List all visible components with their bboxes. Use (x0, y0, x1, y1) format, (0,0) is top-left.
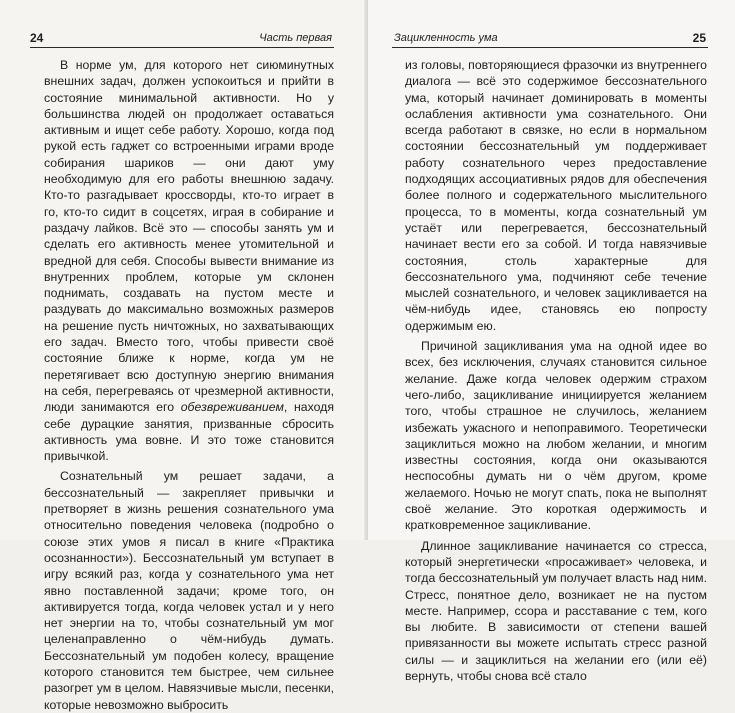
running-title: Часть первая (259, 32, 332, 44)
right-page (368, 0, 735, 683)
paragraph: из головы, повторяющиеся фразочки из внутреннего диалога — всё это содержимое бессознательного ума, который начинает доминировать в моменты ослабления активности ума сознательного. Они всегда работают в связке, но если в нормальном состоянии бессознательный ум поддерживает работу сознательного через предоставление подходящих ассоциативных рядов для обеспечения более полного и содержательного мыслительного процесса, то в моменты, когда сознательный ум устаёт или перегревается, бессознательный начинает вести его за собой. И тогда навязчивые состояния, столь характерные для бессознательного ума, подчиняют себе течение мыслей сознательного, и человек зацикливается на чём-нибудь идее, становясь ею попросту одержимым ею. (405, 58, 707, 333)
running-title: Зацикленность ума (394, 32, 498, 44)
paragraph-text: , находя себе дурацкие занятия, призванные сбросить активность ума вовне. И это тоже становится привычкой. (44, 400, 334, 464)
paragraph: Причиной зацикливания ума на одной идее во всех, без исключения, случаях становится сильное желание. Даже когда человек одержим страхом чего-либо, зацикливание инициируется желанием того, чтобы страшное не случилось, желанием избежать ужасного и непоправимого. Теоретически зациклиться можно на любом желании, и многим известны состояния, когда они оказываются неспособны думать ни о чём другом, кроме желаемого. Ночью не могут спать, пока не выполнят своё желание. Это короткая одержимость и кратковременное зацикливание. (405, 339, 707, 533)
left-page (0, 0, 367, 712)
paragraph-text: В норме ум, для которого нет сиюминутных внешних задач, должен успокоиться и прийти в состояние минимальной активности. Но у большинства людей он продолжает оставаться активным и ищет себе работу. Хорошо, когда под рукой есть гаджет со встроенными играми вроде собирания шариков — они дают уму необходимую для его работы внешнюю задачу. Кто-то разгадывает кроссворды, кто-то играет в го, кто-то сидит в соцсетях, играя в собирание и раздачу лайков. Всё это — способы занять ум и сделать его активность менее утомительной и вредной для себя. Способы вывести внимание из внутренних проблем, которые ум склонен поднимать, создавать на пустом месте и раздувать до максимально возможных размеров на решение пусть ничтожных, но захватывающих его задач. Вместо того, чтобы привести своё состояние ближе к норме, когда ум не перетягивает всю доступную энергию внимания на себя, перегреваясь от чрезмерной активности, люди занимаются его (44, 58, 334, 415)
page-number: 25 (692, 31, 706, 45)
right-body-text (405, 57, 707, 684)
emphasized-word: обезвреживанием (180, 400, 284, 415)
header-rule (30, 47, 334, 48)
left-page-header (30, 31, 332, 47)
paragraph (44, 57, 334, 464)
right-page-header (394, 31, 706, 47)
paragraph: Длинное зацикливание начинается со стресса, который энергетически «просаживает» человека, и тогда бессознательный ум получает власть над ним. Стресс, понятное дело, возникает не на пустом месте. Например, ссора и расставание с тем, кого вы любите. В зависимости от степени вашей привязанности вы можете испытать стресс разной силы — и зациклиться на желании его (или её) вернуть, чтобы снова всё стало (405, 538, 707, 683)
paragraph: Сознательный ум решает задачи, а бессознательный — закрепляет привычки и претворяет в жизнь решения сознательного ума относительно поведения человека (подробно о союзе этих умов я писал в книге «Практика осознанности»). Бессознательный ум вступает в игру всякий раз, когда у сознательного ума нет явно поставленной задачи; кроме того, он активируется тогда, когда человек устал и у него нет энергии на то, чтобы сознательный ум мог целенаправленно о чём-нибудь думать. Бессознательный ум подобен колесу, вращение которого становится тем быстрее, чем сильнее разогрет ум в целом. Навязчивые мысли, песенки, которые невозможно выбросить (44, 469, 334, 712)
left-body-text (44, 57, 334, 713)
page-number: 24 (30, 31, 44, 45)
header-rule (392, 47, 708, 48)
